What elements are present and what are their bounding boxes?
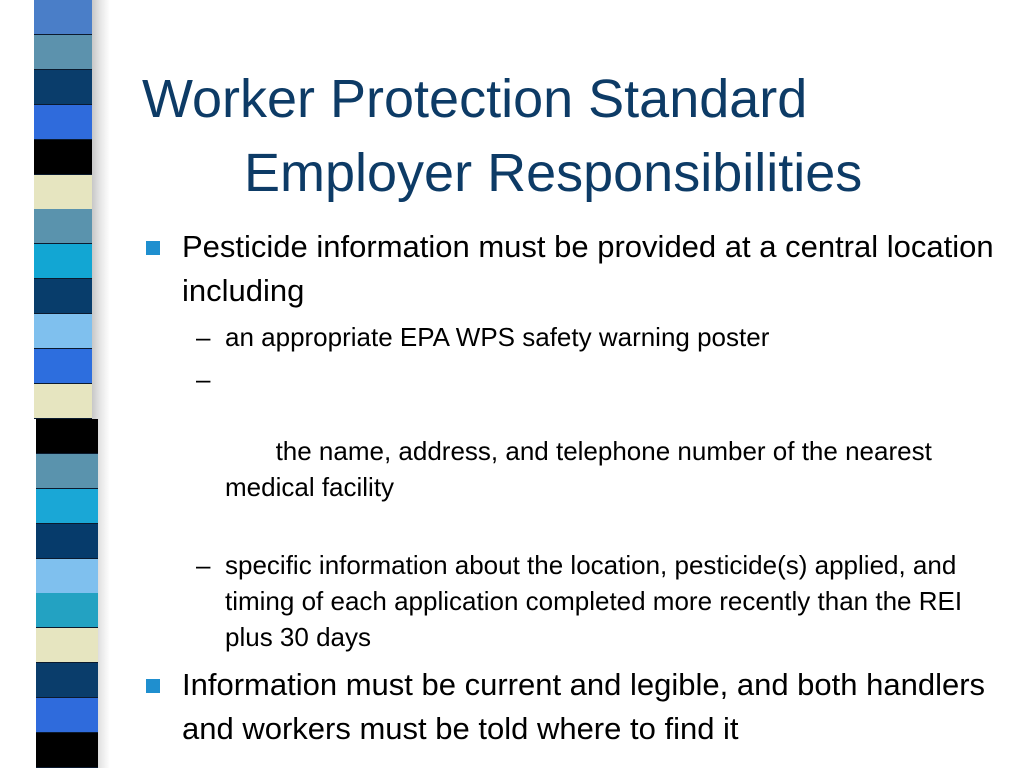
stripe-band	[34, 140, 92, 175]
stripe-band	[36, 524, 98, 559]
stripe-band	[34, 175, 92, 210]
title-line-1: Worker Protection Standard	[142, 69, 808, 129]
stripe-band	[34, 279, 92, 314]
stripe-band	[34, 70, 92, 105]
stripe-band	[34, 384, 92, 419]
stripe-band	[34, 0, 92, 35]
stripe-band	[34, 35, 92, 70]
sub-bullet-text: the name, address, and telephone number of the nearest medical facility	[225, 436, 940, 502]
stripe-band	[34, 105, 92, 140]
bullet-text: Pesticide information must be provided at a central location including	[182, 229, 994, 308]
bullet-item	[146, 225, 1006, 313]
sub-bullet-text: an appropriate EPA WPS safety warning poster	[225, 322, 770, 352]
stripe-band	[34, 349, 92, 384]
bullet-text: Information must be current and legible, and both handlers and workers must be told where to find it	[182, 667, 986, 746]
sub-bullet-item	[146, 547, 1006, 655]
dash-bullet-icon: –	[196, 322, 211, 352]
decorative-stripe	[0, 0, 100, 768]
stripe-band	[36, 663, 98, 698]
stripe-band	[36, 593, 98, 628]
slide-title	[142, 62, 1002, 210]
stripe-band	[36, 628, 98, 663]
stripe-band	[36, 489, 98, 524]
stripe-band	[36, 733, 98, 768]
stripe-band	[34, 314, 92, 349]
stripe-band	[36, 419, 98, 454]
stripe-band	[36, 454, 98, 489]
square-bullet-icon	[146, 241, 160, 255]
bullet-item	[146, 663, 1006, 751]
stripe-band	[34, 209, 92, 244]
title-line-2: Employer Responsibilities	[244, 143, 863, 203]
stripe-band	[36, 559, 98, 594]
square-bullet-icon	[146, 679, 160, 693]
sub-bullet-item	[146, 361, 1006, 541]
sub-bullet-text: specific information about the location, pesticide(s) applied, and timing of each application completed more recently than the REI plus 30 days	[225, 550, 963, 652]
stripe-band	[36, 698, 98, 733]
sub-bullet-item	[146, 319, 1006, 355]
bullet-list	[146, 225, 1006, 751]
dash-bullet-icon: –	[196, 364, 211, 394]
dash-bullet-icon: –	[196, 550, 211, 580]
stripe-band	[34, 244, 92, 279]
